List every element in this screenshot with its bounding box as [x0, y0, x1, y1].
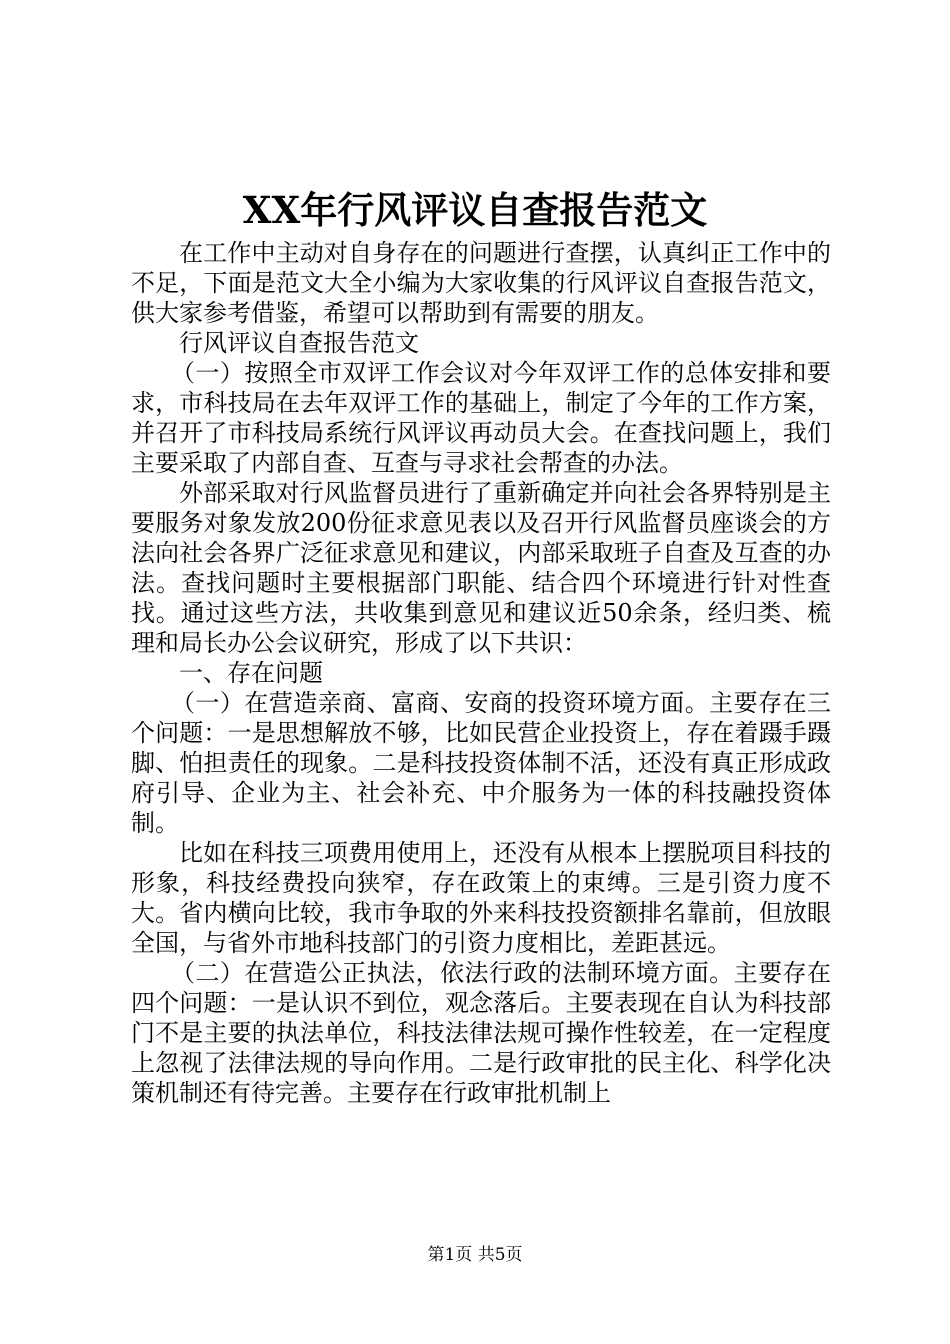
paragraph-external: 外部采取对行风监督员进行了重新确定并向社会各界特别是主要服务对象发放200份征求意见表以及召开行风监督员座谈会的方法向社会各界广泛征求意见和建议，内部采取班子自查及互查的办法。查找问题时主要根据部门职能、结合四个环境进行针对性查找。通过这些方法，共收集到意见和建议近50余条，经归类、梳理和局长办公会议研究，形成了以下共识： — [131, 479, 831, 657]
document-title: XX年行风评议自查报告范文 — [242, 188, 708, 232]
paragraph-example: 比如在科技三项费用使用上，还没有从根本上摆脱项目科技的形象，科技经费投向狭窄，存在政策上的束缚。三是引资力度不大。省内横向比较，我市争取的外来科技投资额排名靠前，但放眼全国，与省外市地科技部门的引资力度相比，差距甚远。 — [131, 839, 831, 957]
paragraph-section-1: （一）按照全市双评工作会议对今年双评工作的总体安排和要求，市科技局在去年双评工作的基础上，制定了今年的工作方案，并召开了市科技局系统行风评议再动员大会。在查找问题上，我们主要采取了内部自查、互查与寻求社会帮查的办法。 — [131, 359, 831, 477]
paragraph-problem-2: （二）在营造公正执法，依法行政的法制环境方面。主要存在四个问题：一是认识不到位，观念落后。主要表现在自认为科技部门不是主要的执法单位，科技法律法规可操作性较差，在一定程度上忽视了法律法规的导向作用。二是行政审批的民主化、科学化决策机制还有待完善。主要存在行政审批机制上 — [131, 959, 831, 1107]
paragraph-problem-1: （一）在营造亲商、富商、安商的投资环境方面。主要存在三个问题：一是思想解放不够，比如民营企业投资上，存在着蹑手蹑脚、怕担责任的现象。二是科技投资体制不活，还没有真正形成政府引导、企业为主、社会补充、中介服务为一体的科技融投资体制。 — [131, 689, 831, 837]
page-footer: 第1页 共5页 — [427, 1245, 523, 1265]
paragraph-heading-problems: 一、存在问题 — [179, 659, 323, 687]
document-body — [131, 238, 831, 1108]
paragraph-intro: 在工作中主动对自身存在的问题进行查摆，认真纠正工作中的不足，下面是范文大全小编为大家收集的行风评议自查报告范文，供大家参考借鉴，希望可以帮助到有需要的朋友。 — [131, 239, 831, 327]
paragraph-subtitle: 行风评议自查报告范文 — [179, 329, 419, 357]
